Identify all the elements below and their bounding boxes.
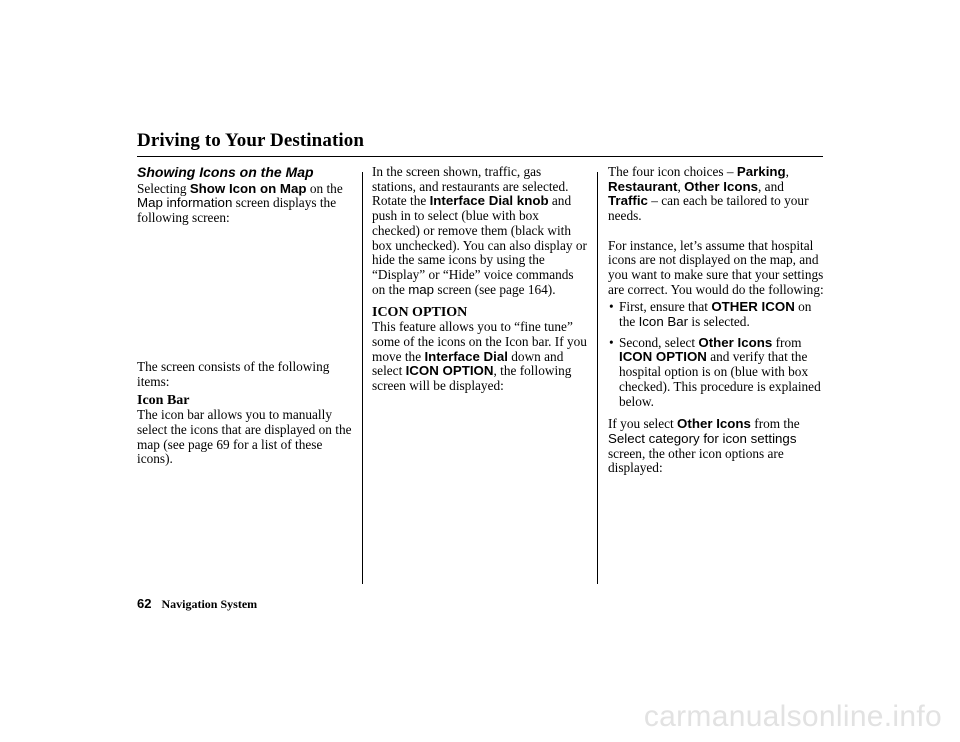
text: on the xyxy=(619,299,812,330)
text: In the screen shown, traffic, gas stations, and restaurants are selected. Rotate the xyxy=(372,164,569,209)
term-map: map xyxy=(408,281,435,297)
term-traffic: Traffic xyxy=(608,193,648,209)
text: Second, select xyxy=(619,334,699,350)
watermark: carmanualsonline.info xyxy=(643,700,942,733)
column-divider-2 xyxy=(597,172,598,584)
term-map-information: Map information xyxy=(137,195,233,211)
text: , xyxy=(677,178,685,194)
paragraph-for-instance: For instance, let’s assume that hospital icons are not displayed on the map, and you want to make sure that your settings are correct. You would do the following: xyxy=(608,237,824,297)
paragraph-if-you-select xyxy=(608,417,826,476)
term-interface-dial-knob: Interface Dial knob xyxy=(429,193,549,209)
section-heading-icon-option: ICON OPTION xyxy=(372,305,468,321)
paragraph-four-icon-choices xyxy=(608,165,826,224)
section-heading-showing-icons: Showing Icons on the Map xyxy=(137,164,314,180)
term-select-category: Select category for icon settings xyxy=(608,430,797,446)
term-other-icon: OTHER ICON xyxy=(711,299,795,315)
column-1 xyxy=(137,165,352,467)
text: is selected. xyxy=(688,314,750,330)
text: , the following screen will be displayed: xyxy=(372,363,572,394)
text: This feature allows you to “fine tune” some of the icons on the Icon bar. If you move the xyxy=(372,319,587,364)
paragraph-screen-shown xyxy=(372,165,588,297)
text: and push in to select (blue with box checked) or remove them (black with box unchecked). You can also display or hide the same icons by using the “Display” or “Hide” voice commands on the xyxy=(372,193,587,297)
bullet-icon: • xyxy=(609,299,614,315)
screen-image-placeholder xyxy=(137,226,352,360)
page-title: Driving to Your Destination xyxy=(137,130,365,151)
term-icon-option: ICON OPTION xyxy=(405,363,494,379)
paragraph-icon-bar: The icon bar allows you to manually select the icons that are displayed on the map (see page 69 for a list of these icons). xyxy=(137,407,352,467)
text: on the xyxy=(306,180,343,196)
text: from xyxy=(772,334,802,350)
text: down and select xyxy=(372,348,564,379)
paragraph-icon-option xyxy=(372,320,588,394)
text: , and xyxy=(758,178,784,194)
text: If you select xyxy=(608,416,678,432)
list-item xyxy=(608,300,826,329)
text: from the xyxy=(750,416,800,432)
paragraph-screen-consists: The screen consists of the following items: xyxy=(137,358,330,389)
bullet-icon: • xyxy=(609,334,614,350)
term-other-icons: Other Icons xyxy=(677,416,751,432)
column-divider-1 xyxy=(362,172,363,584)
term-restaurant: Restaurant xyxy=(608,178,678,194)
text: screen (see page 164). xyxy=(434,281,556,297)
text: Selecting xyxy=(137,180,190,196)
paragraph-selecting xyxy=(137,182,352,226)
section-heading-icon-bar: Icon Bar xyxy=(137,393,190,409)
term-icon-option: ICON OPTION xyxy=(619,349,707,365)
column-3 xyxy=(608,165,826,476)
text: , xyxy=(785,164,789,179)
text: – can each be tailored to your needs. xyxy=(608,193,809,224)
text: screen displays the following screen: xyxy=(137,195,337,226)
term-parking: Parking xyxy=(736,164,786,179)
column-2 xyxy=(372,165,588,394)
text: First, ensure that xyxy=(619,299,712,315)
text: The four icon choices – xyxy=(608,164,737,179)
term-interface-dial: Interface Dial xyxy=(424,348,508,364)
list-item xyxy=(608,336,826,410)
footer-label: Navigation System xyxy=(161,597,258,611)
term-icon-bar: Icon Bar xyxy=(638,314,689,330)
page-footer xyxy=(137,596,257,612)
title-rule xyxy=(137,156,823,157)
term-other-icons: Other Icons xyxy=(684,178,759,194)
steps-list xyxy=(608,300,826,409)
term-show-icon-on-map: Show Icon on Map xyxy=(189,180,307,196)
term-other-icons: Other Icons xyxy=(698,334,773,350)
text: and verify that the hospital option is on (blue with box checked). This procedure is explained below. xyxy=(619,349,821,409)
text: screen, the other icon options are displayed: xyxy=(608,445,784,476)
page-number: 62 xyxy=(137,596,152,611)
